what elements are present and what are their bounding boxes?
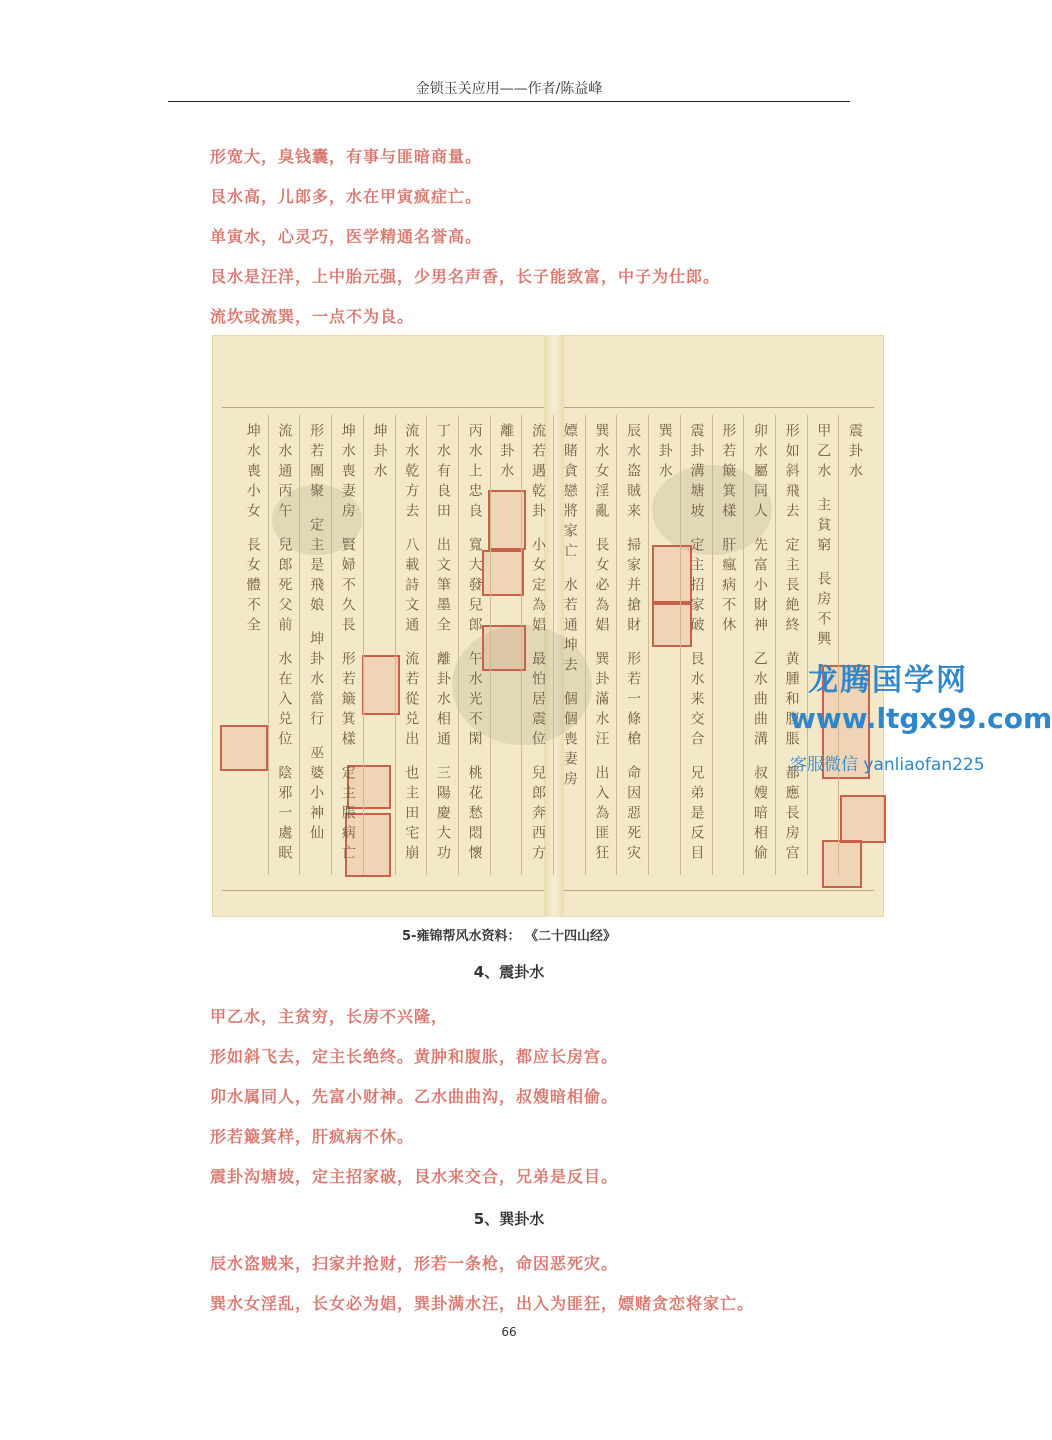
column-phrase: 坤卦水 bbox=[371, 423, 388, 483]
red-seal bbox=[840, 795, 886, 843]
column-phrase: 形若團聚 bbox=[308, 423, 325, 503]
book-column bbox=[686, 423, 708, 865]
column-phrase: 離卦水相通 bbox=[434, 651, 451, 751]
watermark-url: www.ltgx99.com bbox=[790, 702, 1052, 735]
column-phrase: 最怕居震位 bbox=[530, 651, 546, 751]
column-rule bbox=[712, 415, 713, 875]
column-phrase: 辰水盗賊来 bbox=[625, 423, 642, 523]
intro-line: 艮水是汪洋，上中胎元强，少男名声香，长子能致富，中子为仕郎。 bbox=[210, 267, 721, 286]
column-phrase: 肝瘋病不休 bbox=[720, 537, 737, 637]
column-phrase: 八載詩文通 bbox=[403, 537, 420, 637]
book-column bbox=[812, 423, 834, 651]
column-phrase: 兒郎死父前 bbox=[276, 537, 293, 637]
column-phrase: 三陽慶大功 bbox=[434, 765, 451, 865]
column-phrase: 流水通丙午 bbox=[276, 423, 293, 523]
column-rule bbox=[426, 415, 427, 875]
book-column bbox=[369, 423, 391, 483]
column-phrase: 出入為匪狂 bbox=[593, 765, 610, 865]
column-phrase: 黄腫和腹脹 bbox=[783, 651, 800, 751]
column-phrase: 長房不興 bbox=[815, 571, 832, 651]
column-phrase: 也主田宅崩 bbox=[403, 765, 420, 865]
column-phrase: 小女定為娼 bbox=[530, 537, 546, 637]
column-phrase: 定主招家破 bbox=[688, 537, 705, 637]
column-phrase: 巫婆小神仙 bbox=[308, 745, 325, 845]
section-line: 震卦沟塘坡，定主招家破，艮水来交合，兄弟是反目。 bbox=[210, 1167, 619, 1186]
column-phrase: 形如斜飛去 bbox=[783, 423, 800, 523]
column-phrase: 賢婦不久長 bbox=[339, 537, 356, 637]
column-phrase: 震卦溝塘坡 bbox=[688, 423, 705, 523]
column-rule bbox=[395, 415, 396, 875]
column-phrase: 卯水屬同人 bbox=[751, 423, 768, 523]
column-phrase: 離卦水 bbox=[498, 423, 515, 483]
column-phrase: 丙水上忠良 bbox=[466, 423, 483, 523]
column-phrase: 兄弟是反目 bbox=[688, 765, 705, 865]
column-phrase: 流水乾方去 bbox=[403, 423, 420, 523]
column-phrase: 個個喪妻房 bbox=[561, 691, 578, 791]
column-phrase: 陰邪一處眠 bbox=[276, 765, 293, 865]
intro-line: 单寅水，心灵巧，医学精通名誉高。 bbox=[210, 227, 483, 246]
red-seal bbox=[822, 840, 862, 888]
column-phrase: 水若通坤去 bbox=[561, 577, 578, 677]
column-phrase: 掃家并搶財 bbox=[625, 537, 642, 637]
column-phrase: 形若一條槍 bbox=[625, 651, 642, 751]
column-phrase: 形若簸箕樣 bbox=[720, 423, 737, 523]
page-header: 金锁玉关应用——作者/陈益峰 bbox=[415, 81, 603, 97]
column-rule bbox=[521, 415, 522, 875]
column-rule bbox=[838, 415, 839, 875]
header-rule bbox=[168, 101, 850, 102]
section-heading: 4、震卦水 bbox=[473, 963, 545, 981]
section-line: 巽水女淫乱，长女必为娼，巽卦满水汪，出入为匪狂，嫖赌贪恋将家亡。 bbox=[210, 1294, 755, 1313]
column-phrase: 桃花愁悶懷 bbox=[466, 765, 483, 865]
column-phrase: 嫖賭貪戀將家亡 bbox=[561, 423, 578, 563]
section-line: 卯水属同人，先富小财神。乙水曲曲沟，叔嫂暗相偷。 bbox=[210, 1087, 619, 1106]
column-rule bbox=[363, 415, 364, 875]
column-phrase: 午水光不閑 bbox=[466, 651, 483, 751]
book-column bbox=[781, 423, 803, 865]
book-column bbox=[400, 423, 422, 865]
column-phrase: 巽卦水 bbox=[656, 423, 673, 483]
column-phrase: 水在入兑位 bbox=[276, 651, 293, 751]
figure-caption: 5-雍锦帮风水资料： 《二十四山经》 bbox=[402, 929, 616, 944]
book-column bbox=[305, 423, 327, 845]
column-phrase: 長女體不全 bbox=[244, 537, 261, 637]
column-phrase: 巽卦滿水汪 bbox=[593, 651, 610, 751]
book-column bbox=[242, 423, 264, 637]
column-rule bbox=[299, 415, 300, 875]
column-rule bbox=[616, 415, 617, 875]
column-phrase: 流若遇乾卦 bbox=[530, 423, 546, 523]
column-phrase: 都應長房宫 bbox=[783, 765, 800, 865]
watermark-wechat: 客服微信 yanliaofan225 bbox=[790, 755, 985, 775]
column-phrase: 流若從兑出 bbox=[403, 651, 420, 751]
watermark-site: 龙腾国学网 bbox=[808, 663, 968, 698]
red-seal bbox=[488, 490, 526, 550]
column-phrase: 坤卦水當行 bbox=[308, 631, 325, 731]
section-line: 形若簸箕样，肝疯病不休。 bbox=[210, 1127, 415, 1146]
column-rule bbox=[268, 415, 269, 875]
book-column bbox=[654, 423, 676, 483]
column-phrase: 坤水喪小女 bbox=[244, 423, 261, 523]
red-seal bbox=[482, 625, 526, 671]
column-phrase: 坤水喪妻房 bbox=[339, 423, 356, 523]
column-rule bbox=[490, 415, 491, 875]
column-phrase: 先富小財神 bbox=[751, 537, 768, 637]
book-column bbox=[273, 423, 295, 865]
section-line: 甲乙水，主贫穷，长房不兴隆， bbox=[210, 1007, 449, 1026]
book-column bbox=[527, 423, 549, 865]
red-seal bbox=[482, 550, 524, 596]
red-seal bbox=[220, 725, 268, 771]
column-rule bbox=[553, 415, 554, 875]
column-rule bbox=[680, 415, 681, 875]
section-line: 辰水盗贼来，扫家并抢财，形若一条枪，命因恶死灾。 bbox=[210, 1254, 619, 1273]
column-phrase: 乙水曲曲溝 bbox=[751, 651, 768, 751]
column-phrase: 兒郎奔西方 bbox=[530, 765, 546, 865]
book-column bbox=[495, 423, 517, 483]
column-phrase: 丁水有良田 bbox=[434, 423, 451, 523]
column-rule bbox=[585, 415, 586, 875]
column-rule bbox=[458, 415, 459, 875]
book-column bbox=[337, 423, 359, 865]
column-rule bbox=[743, 415, 744, 875]
page-number: 66 bbox=[501, 1325, 517, 1339]
column-phrase: 甲乙水 bbox=[815, 423, 832, 483]
column-phrase: 長女必為娼 bbox=[593, 537, 610, 637]
column-phrase: 叔嫂暗相偷 bbox=[751, 765, 768, 865]
book-column bbox=[844, 423, 866, 483]
column-rule bbox=[331, 415, 332, 875]
book-column bbox=[749, 423, 771, 865]
column-phrase: 出文筆墨全 bbox=[434, 537, 451, 637]
column-rule bbox=[648, 415, 649, 875]
column-phrase: 命因惡死灾 bbox=[625, 765, 642, 865]
column-phrase: 巽水女淫亂 bbox=[593, 423, 610, 523]
column-phrase: 定主是飛娘 bbox=[308, 517, 325, 617]
scanned-book-image bbox=[212, 335, 884, 917]
column-phrase: 寬大發兒郎 bbox=[466, 537, 483, 637]
book-column bbox=[622, 423, 644, 865]
book-column bbox=[432, 423, 454, 865]
column-phrase: 艮水来交合 bbox=[688, 651, 705, 751]
book-column bbox=[717, 423, 739, 637]
book-column bbox=[559, 423, 581, 791]
column-rule bbox=[775, 415, 776, 875]
column-phrase: 定主長絶終 bbox=[783, 537, 800, 637]
column-rule bbox=[807, 415, 808, 875]
book-column bbox=[590, 423, 612, 865]
column-phrase: 定主脹病亡 bbox=[339, 765, 356, 865]
intro-line: 形宽大，臭钱囊，有事与匪暗商量。 bbox=[210, 147, 483, 166]
section-line: 形如斜飞去，定主长绝终。黄肿和腹胀，都应长房宫。 bbox=[210, 1047, 619, 1066]
column-phrase: 震卦水 bbox=[847, 423, 863, 483]
column-phrase: 形若簸箕樣 bbox=[339, 651, 356, 751]
book-column bbox=[464, 423, 486, 865]
intro-line: 艮水高，儿郎多，水在甲寅疯症亡。 bbox=[210, 187, 483, 206]
section-heading: 5、巽卦水 bbox=[473, 1210, 545, 1228]
intro-line: 流坎或流巽，一点不为良。 bbox=[210, 307, 415, 326]
column-phrase: 主貧窮 bbox=[815, 497, 832, 557]
